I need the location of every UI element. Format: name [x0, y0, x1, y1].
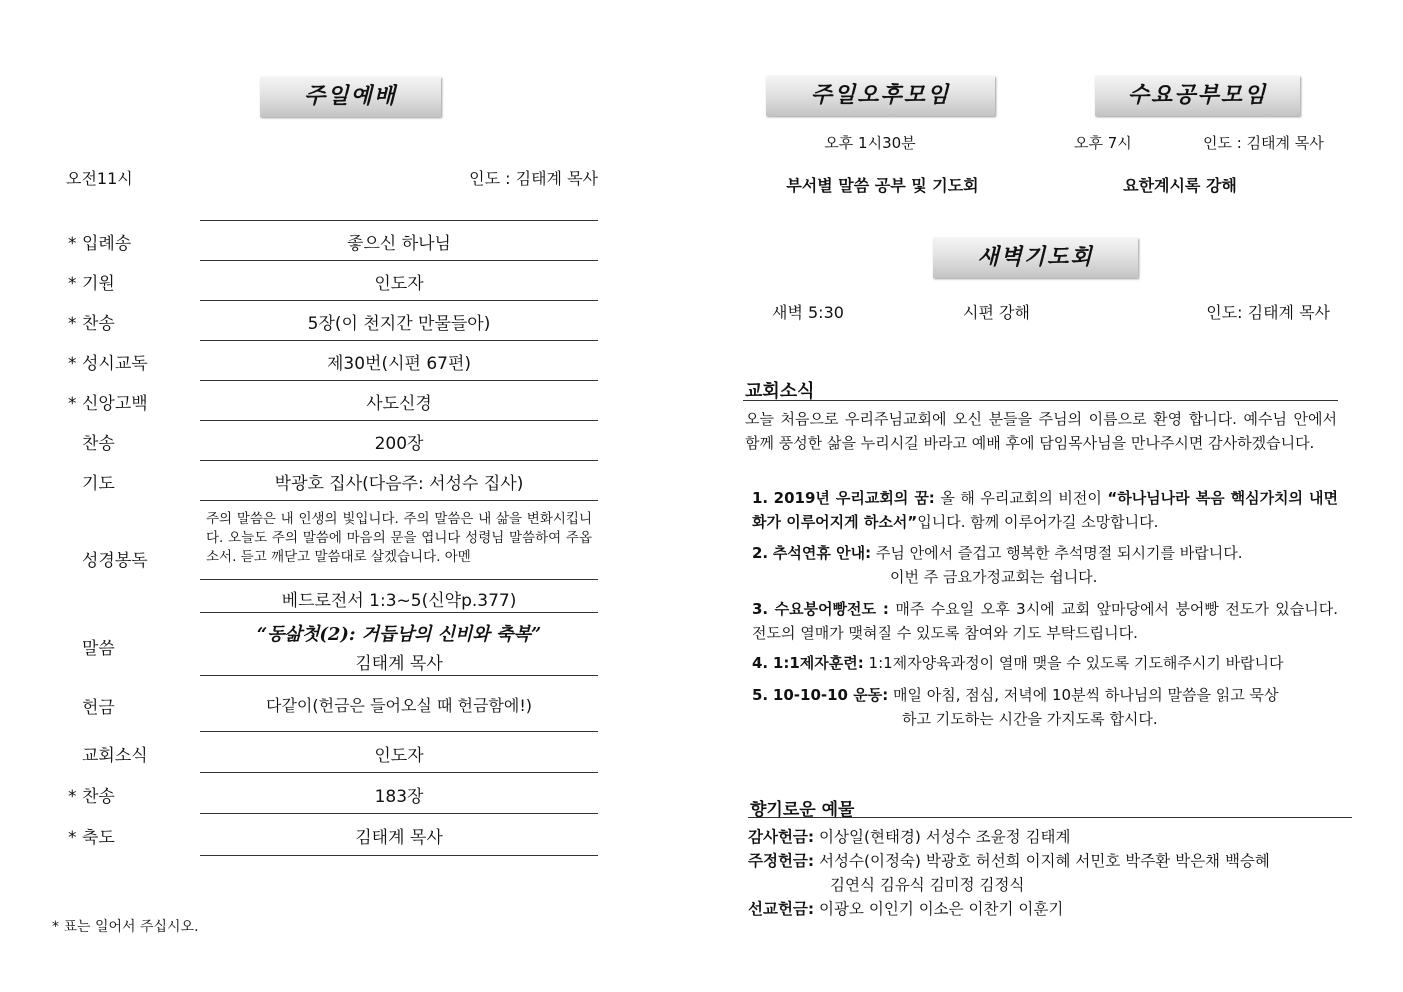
- order-label: * 찬송: [68, 314, 115, 334]
- offering-rule: [748, 817, 1352, 818]
- wednesday-desc: 요한계시록 강해: [1123, 176, 1237, 195]
- order-value: 183장: [374, 787, 424, 807]
- order-value: 제30번(시편 67편): [326, 354, 472, 374]
- rule: [200, 260, 598, 261]
- news-item-2: 2. 추석연휴 안내: 주님 안에서 즐겁고 행복한 추석명절 되시기를 바랍니다. 이번 주 금요가정교회는 쉽니다.: [752, 544, 1243, 586]
- order-label: 헌금: [82, 698, 115, 718]
- worship-time: 오전11시: [66, 169, 133, 188]
- rule: [200, 420, 598, 421]
- order-value: 인도자: [374, 746, 424, 766]
- news-rule: [743, 400, 1338, 401]
- dawn-banner: 새벽기도회: [933, 238, 1138, 278]
- order-label: 기도: [82, 474, 115, 494]
- order-label: * 기원: [68, 274, 115, 294]
- afternoon-banner: 주일오후모임: [766, 76, 995, 116]
- order-label: * 입례송: [68, 234, 132, 254]
- rule: [200, 340, 598, 341]
- afternoon-time: 오후 1시30분: [824, 134, 916, 152]
- sermon-title: “동삶첫(2): 거듭남의 신비와 축복”: [256, 624, 542, 645]
- order-label: * 찬송: [68, 787, 115, 807]
- dawn-time: 새벽 5:30: [772, 303, 844, 322]
- afternoon-desc: 부서별 말씀 공부 및 기도회: [786, 176, 979, 195]
- order-value: 200장: [374, 434, 424, 454]
- order-value: 김태계 목사: [355, 828, 443, 848]
- news-item-3: 3. 수요붕어빵전도 : 매주 수요일 오후 3시에 교회 앞마당에서 붕어빵 전도가 있습니다. 전도의 열매가 맺혀질 수 있도록 참여와 기도 부탁드립니다.: [752, 600, 1339, 642]
- order-label: * 성시교독: [68, 354, 148, 374]
- scripture-prayer: 주의 말씀은 내 인생의 빛입니다. 주의 말씀은 내 삶을 변화시킵니다. 오늘도 주의 말씀에 마음의 문을 엽니다 성령님 말씀하여 주옵소서. 듣고 깨닫고 말씀대로 살겠습니다. 아멘: [206, 511, 592, 565]
- wednesday-time: 오후 7시: [1074, 134, 1132, 152]
- order-value: 5장(이 천지간 만물들아): [307, 314, 491, 334]
- news-intro: 오늘 처음으로 우리주님교회에 오신 분들을 주님의 이름으로 환영 합니다. 예수님 안에서 함께 풍성한 삶을 누리시길 바라고 예배 후에 담임목사님을 만나주시면 감사하겠습니다.: [745, 410, 1337, 452]
- wednesday-leader: 인도 : 김태계 목사: [1203, 134, 1324, 152]
- rule: [200, 460, 598, 461]
- news-item-4: 4. 1:1제자훈련: 1:1제자양육과정이 열매 맺을 수 있도록 기도해주시기 바랍니다: [752, 654, 1284, 672]
- rule: [200, 731, 598, 732]
- offering-row-regular: 주정헌금: 서성수(이정숙) 박광호 허선희 이지혜 서민호 박주환 박은채 백승혜: [748, 852, 1270, 870]
- order-label: 찬송: [82, 434, 115, 454]
- footnote: * 표는 일어서 주십시오.: [52, 919, 199, 935]
- order-label: 교회소식: [82, 746, 148, 766]
- offering-title: 향기로운 예물: [750, 800, 855, 820]
- dawn-leader: 인도: 김태계 목사: [1206, 303, 1330, 322]
- order-label: * 신앙고백: [68, 394, 148, 414]
- offering-row-mission: 선교헌금: 이광오 이인기 이소은 이찬기 이훈기: [748, 900, 1064, 918]
- order-value: 좋으신 하나님: [347, 234, 451, 254]
- news-item-5: 5. 10-10-10 운동: 매일 아침, 점심, 저녁에 10분씩 하나님의 말씀을 읽고 묵상 하고 기도하는 시간을 가지도록 합시다.: [752, 686, 1279, 728]
- order-value: 박광호 집사(다음주: 서성수 집사): [274, 474, 524, 494]
- rule: [200, 772, 598, 773]
- rule: [200, 300, 598, 301]
- wednesday-banner: 수요공부모임: [1095, 76, 1300, 116]
- offering-row-regular-cont: 김연식 김유식 김미정 김정식: [830, 876, 1025, 894]
- order-value: 다같이(헌금은 들어오실 때 헌금함에!): [266, 696, 532, 715]
- order-label: 성경봉독: [82, 551, 148, 571]
- rule: [200, 855, 598, 856]
- rule: [200, 675, 598, 676]
- news-item-1: 1. 2019년 우리교회의 꿈: 올 해 우리교회의 비전이 “하나님나라 복음 핵심가치의 내면화가 이루어지게 하소서”입니다. 함께 이루어가길 소망합니다.: [752, 489, 1338, 531]
- order-value: 사도신경: [366, 394, 432, 414]
- rule: [200, 380, 598, 381]
- rule: [200, 813, 598, 814]
- rule: [200, 612, 598, 613]
- rule: [200, 500, 598, 501]
- order-label: * 축도: [68, 828, 115, 848]
- rule: [200, 579, 598, 580]
- worship-banner: 주일예배: [260, 77, 441, 117]
- sermon-preacher: 김태계 목사: [355, 654, 443, 674]
- worship-leader: 인도 : 김태계 목사: [469, 169, 598, 188]
- order-label: 말씀: [82, 639, 115, 659]
- order-value: 인도자: [374, 274, 424, 294]
- news-title: 교회소식: [745, 381, 815, 402]
- rule: [200, 220, 598, 221]
- scripture-reference: 베드로전서 1:3~5(신약p.377): [281, 591, 517, 611]
- offering-row-thanks: 감사헌금: 이상일(현태경) 서성수 조윤정 김태계: [748, 828, 1071, 846]
- dawn-desc: 시편 강해: [963, 303, 1030, 322]
